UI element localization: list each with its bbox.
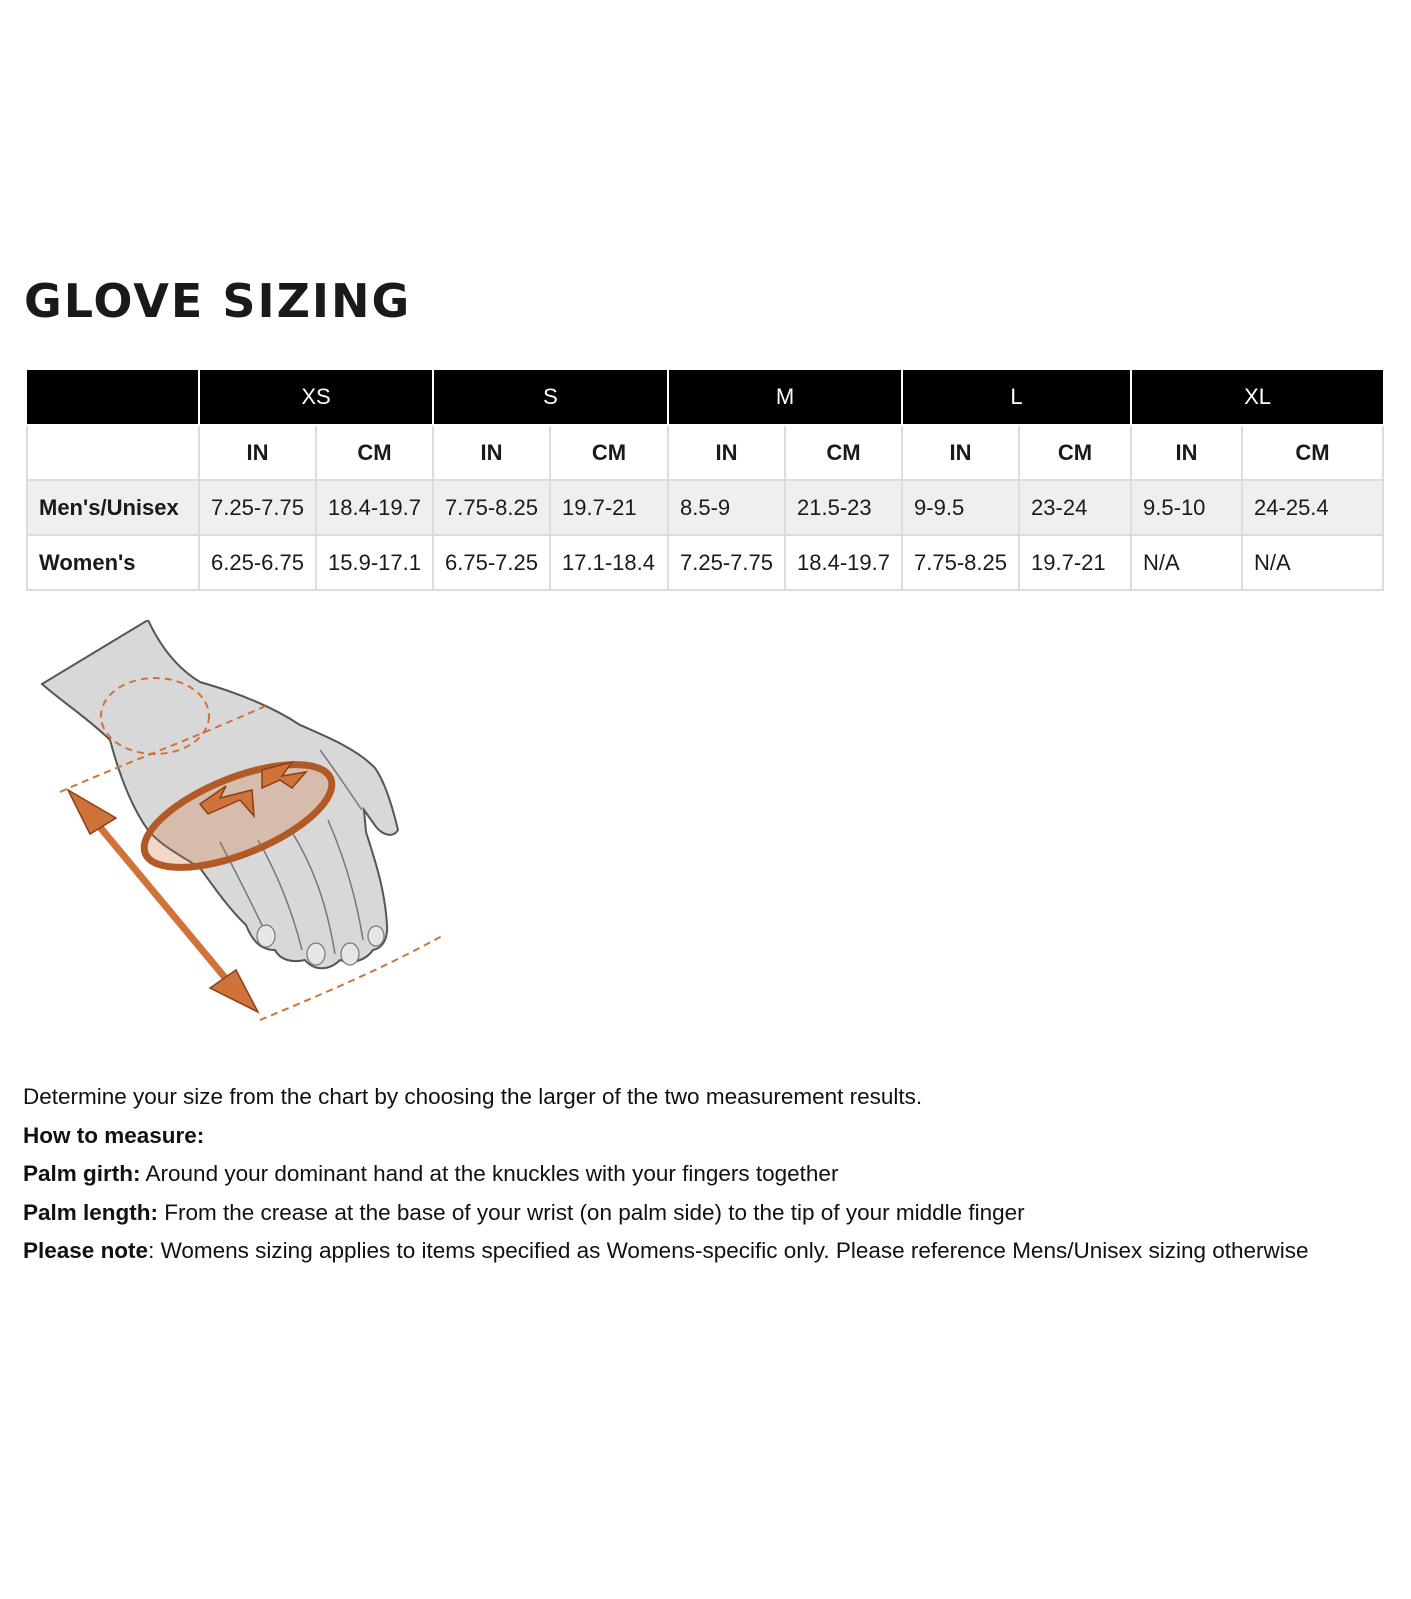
- table-cell: 6.25-6.75: [199, 535, 316, 590]
- please-note-text: : Womens sizing applies to items specified as Womens-specific only. Please reference Mens/Unisex sizing otherwise: [148, 1238, 1309, 1263]
- palm-length-line: [23, 1194, 1309, 1233]
- palm-girth-text: Around your dominant hand at the knuckles with your fingers together: [140, 1161, 839, 1186]
- unit-header-in: IN: [199, 425, 316, 480]
- unit-header-in: IN: [1131, 425, 1242, 480]
- table-cell: 9-9.5: [902, 480, 1019, 535]
- unit-header-in: IN: [668, 425, 785, 480]
- table-cell: 23-24: [1019, 480, 1131, 535]
- table-cell: 18.4-19.7: [785, 535, 902, 590]
- unit-header-in: IN: [902, 425, 1019, 480]
- table-cell: 9.5-10: [1131, 480, 1242, 535]
- table-cell: 8.5-9: [668, 480, 785, 535]
- size-header-m: M: [668, 370, 902, 425]
- table-row-womens: [27, 535, 1383, 590]
- table-cell: 7.75-8.25: [902, 535, 1019, 590]
- intro-text: Determine your size from the chart by choosing the larger of the two measurement results.: [23, 1084, 923, 1109]
- size-header-xl: XL: [1131, 370, 1383, 425]
- unit-header-cm: CM: [1242, 425, 1383, 480]
- table-cell: 7.25-7.75: [668, 535, 785, 590]
- page-title: GLOVE SIZING: [24, 274, 412, 328]
- palm-girth-label: Palm girth:: [23, 1161, 141, 1186]
- size-header-s: S: [433, 370, 668, 425]
- fingernail: [341, 943, 359, 965]
- header-corner-cell: [27, 370, 199, 425]
- table-cell: 7.25-7.75: [199, 480, 316, 535]
- unit-header-cm: CM: [785, 425, 902, 480]
- table-cell: 18.4-19.7: [316, 480, 433, 535]
- hand-measurement-illustration: [30, 620, 460, 1040]
- table-cell: 21.5-23: [785, 480, 902, 535]
- table-cell: 17.1-18.4: [550, 535, 668, 590]
- row-label: Women's: [27, 535, 199, 590]
- glove-size-table: [26, 370, 1384, 591]
- size-header-xs: XS: [199, 370, 433, 425]
- unit-header-cm: CM: [1019, 425, 1131, 480]
- row-label: Men's/Unisex: [27, 480, 199, 535]
- table-cell: 7.75-8.25: [433, 480, 550, 535]
- table-cell: 19.7-21: [1019, 535, 1131, 590]
- table-cell: N/A: [1131, 535, 1242, 590]
- table-row-mens-unisex: [27, 480, 1383, 535]
- unit-header-in: IN: [433, 425, 550, 480]
- fingernail: [257, 925, 275, 947]
- how-to-measure-heading: How to measure:: [23, 1122, 205, 1148]
- unit-header-cm: CM: [316, 425, 433, 480]
- palm-length-label: Palm length:: [23, 1199, 159, 1225]
- sizing-instructions: [23, 1078, 1309, 1271]
- size-header-row: [27, 370, 1383, 425]
- please-note-label: Please note: [23, 1238, 149, 1263]
- table-cell: 24-25.4: [1242, 480, 1383, 535]
- palm-length-text: From the crease at the base of your wrist (on palm side) to the tip of your middle finger: [158, 1199, 1025, 1225]
- please-note-line: [23, 1232, 1309, 1271]
- unit-corner-cell: [27, 425, 199, 480]
- fingernail: [368, 926, 384, 946]
- unit-header-row: [27, 425, 1383, 480]
- table-cell: 6.75-7.25: [433, 535, 550, 590]
- palm-girth-line: [23, 1155, 1309, 1194]
- table-cell: 15.9-17.1: [316, 535, 433, 590]
- fingernail: [307, 943, 325, 965]
- table-cell: 19.7-21: [550, 480, 668, 535]
- size-header-l: L: [902, 370, 1131, 425]
- unit-header-cm: CM: [550, 425, 668, 480]
- table-cell: N/A: [1242, 535, 1383, 590]
